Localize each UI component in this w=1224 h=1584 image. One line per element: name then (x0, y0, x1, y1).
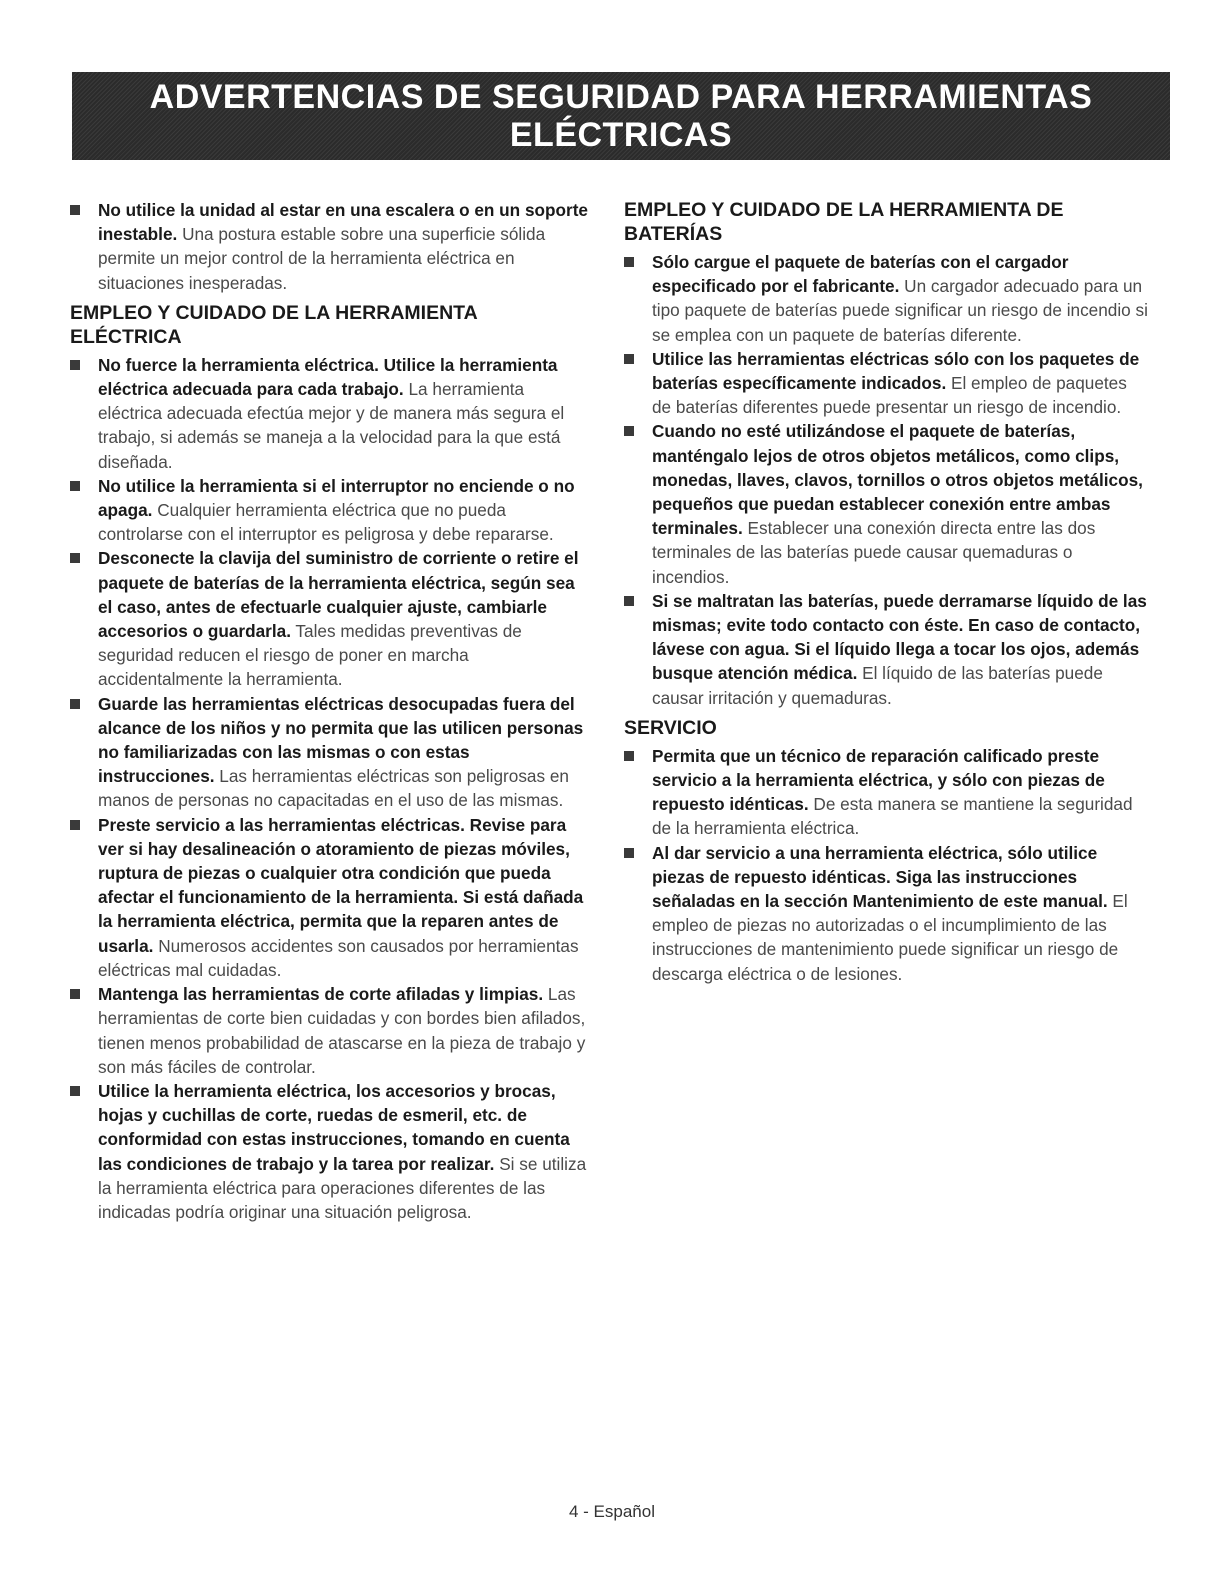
item-bold-text: No utilice la unidad al estar en una escalera o en un soporte inestable. (98, 200, 588, 245)
item-body-text: Un cargador adecuado para un tipo paquete de baterías puede significar un riesgo de incendio si se emplea con un paquete de baterías diferente. (652, 276, 1148, 345)
square-bullet-icon (624, 257, 634, 267)
list-item (624, 250, 1148, 347)
list-item (70, 692, 590, 813)
square-bullet-icon (70, 1086, 80, 1096)
section-heading-power-tool-use: EMPLEO Y CUIDADO DE LA HERRAMIENTA ELÉCTRICA (70, 301, 477, 348)
square-bullet-icon (624, 354, 634, 364)
section-heading-service: SERVICIO (624, 716, 717, 739)
item-body-text: Las herramientas de corte bien cuidadas y con bordes bien afilados, tienen menos probabilidad de atascarse en la pieza de trabajo y son más fáciles de controlar. (98, 984, 586, 1077)
item-body-text: Cualquier herramienta eléctrica que no pueda controlarse con el interruptor es peligrosa y debe repararse. (98, 500, 554, 545)
item-body-text: La herramienta eléctrica adecuada efectúa mejor y de manera más segura el trabajo, si además se maneja a la velocidad para la que está diseñada. (98, 379, 565, 472)
item-body-text: El líquido de las baterías puede causar irritación y quemaduras. (652, 663, 1103, 708)
item-bold-text: Guarde las herramientas eléctricas desocupadas fuera del alcance de los niños y no permita que las utilicen personas no familiarizadas con las mismas o con estas instrucciones. (98, 693, 584, 787)
list-item-text (98, 353, 590, 474)
item-bold-text: Sólo cargue el paquete de baterías con el cargador especificado por el fabricante. (652, 252, 1069, 297)
list-item (624, 744, 1148, 841)
list-item-text (98, 692, 590, 813)
item-bold-text: Desconecte la clavija del suministro de corriente o retire el paquete de baterías de la herramienta eléctrica, según sea el caso, antes de efectuarle cualquier ajuste, cambiarle accesorios o guardarla. (98, 548, 579, 642)
item-bold-text: Utilice las herramientas eléctricas sólo con los paquetes de baterías específicamente indicados. (652, 348, 1140, 394)
item-bold-text: No fuerce la herramienta eléctrica. Utilice la herramienta eléctrica adecuada para cada trabajo. (98, 354, 558, 400)
list-item (70, 982, 590, 1079)
list-item-text (652, 250, 1148, 347)
list-item-text (98, 813, 590, 982)
list-item (70, 546, 590, 691)
item-bold-text: Permita que un técnico de reparación calificado preste servicio a la herramienta eléctrica, y sólo con piezas de repuesto idénticas. (652, 745, 1105, 815)
square-bullet-icon (70, 989, 80, 999)
item-bold-text: Preste servicio a las herramientas eléctricas. Revise para ver si hay desalineación o atoramiento de piezas móviles, ruptura de piezas o cualquier otra condición que pueda afectar el funcionamiento de la herramienta. Si está dañada la herramienta eléctrica, permita que la reparen antes de usarla. (98, 814, 584, 956)
list-item (70, 813, 590, 982)
square-bullet-icon (70, 481, 80, 491)
square-bullet-icon (70, 205, 80, 215)
section-title-line-1: ADVERTENCIAS DE SEGURIDAD PARA HERRAMIENTAS (149, 78, 1093, 116)
square-bullet-icon (70, 699, 80, 709)
left-column (70, 198, 590, 1224)
list-item (70, 474, 590, 547)
square-bullet-icon (624, 848, 634, 858)
section-title-banner (72, 72, 1170, 160)
section-heading-battery-tool-use: EMPLEO Y CUIDADO DE LA HERRAMIENTA DE BATERÍAS (624, 199, 1064, 245)
list-item-text (652, 744, 1148, 841)
square-bullet-icon (70, 553, 80, 563)
list-item (624, 347, 1148, 420)
list-item-text (652, 841, 1148, 986)
list-item-text (98, 982, 590, 1079)
item-bold-text: Al dar servicio a una herramienta eléctrica, sólo utilice piezas de repuesto idénticas. Siga las instrucciones señaladas en la sección Mantenimiento de este manual. (652, 842, 1108, 912)
item-bold-text: Mantenga las herramientas de corte afiladas y limpias. (98, 984, 544, 1005)
list-item-text (652, 589, 1148, 710)
item-body-text: El empleo de paquetes de baterías diferentes puede presentar un riesgo de incendio. (652, 373, 1127, 418)
section-title-line-2: ELÉCTRICAS (509, 116, 733, 154)
item-body-text: El empleo de piezas no autorizadas o el incumplimiento de las instrucciones de mantenimiento puede significar un riesgo de descarga eléctrica o de lesiones. (652, 891, 1128, 984)
item-body-text: De esta manera se mantiene la seguridad de la herramienta eléctrica. (652, 794, 1133, 839)
list-item (70, 198, 590, 295)
item-bold-text: Si se maltratan las baterías, puede derramarse líquido de las mismas; evite todo contacto con éste. En caso de contacto, lávese con agua. Si el líquido llega a tocar los ojos, además busque atención médica. (652, 590, 1147, 684)
item-body-text: Establecer una conexión directa entre las dos terminales de las baterías puede causar quemaduras o incendios. (652, 518, 1096, 587)
list-item-text (98, 546, 590, 691)
square-bullet-icon (624, 596, 634, 606)
list-item-text (652, 347, 1148, 420)
item-body-text: Las herramientas eléctricas son peligrosas en manos de personas no capacitadas en el uso de las mismas. (98, 766, 569, 811)
item-body-text: Numerosos accidentes son causados por herramientas eléctricas mal cuidadas. (98, 935, 579, 980)
list-item-text (98, 198, 590, 295)
right-column (624, 198, 1148, 986)
page-number: 4 - Español (569, 1502, 655, 1521)
item-body-text: Tales medidas preventivas de seguridad reducen el riesgo de poner en marcha accidentalmente la herramienta. (98, 621, 522, 690)
item-bold-text: Utilice la herramienta eléctrica, los accesorios y brocas, hojas y cuchillas de corte, ruedas de esmeril, etc. de conformidad con estas instrucciones, tomando en cuenta las condiciones de trabajo y la tarea por realizar. (98, 1080, 570, 1174)
item-body-text: Si se utiliza la herramienta eléctrica para operaciones diferentes de las indicadas podría originar una situación peligrosa. (98, 1153, 587, 1222)
square-bullet-icon (70, 820, 80, 830)
item-bold-text: No utilice la herramienta si el interruptor no enciende o no apaga. (98, 475, 575, 521)
list-item-text (652, 419, 1148, 588)
list-item (624, 419, 1148, 588)
list-item-text (98, 1079, 590, 1224)
list-item (70, 1079, 590, 1224)
square-bullet-icon (70, 360, 80, 370)
item-bold-text: Cuando no esté utilizándose el paquete de baterías, manténgalo lejos de otros objetos metálicos, como clips, monedas, llaves, clavos, tornillos o otros objetos metálicos, pequeños que puedan establecer conexión entre ambas terminales. (652, 421, 1143, 539)
list-item-text (98, 474, 590, 547)
square-bullet-icon (624, 426, 634, 436)
list-item (624, 589, 1148, 710)
item-body-text: Una postura estable sobre una superficie sólida permite un mejor control de la herramienta eléctrica en situaciones inesperadas. (98, 224, 546, 293)
list-item (70, 353, 590, 474)
square-bullet-icon (624, 751, 634, 761)
list-item (624, 841, 1148, 986)
